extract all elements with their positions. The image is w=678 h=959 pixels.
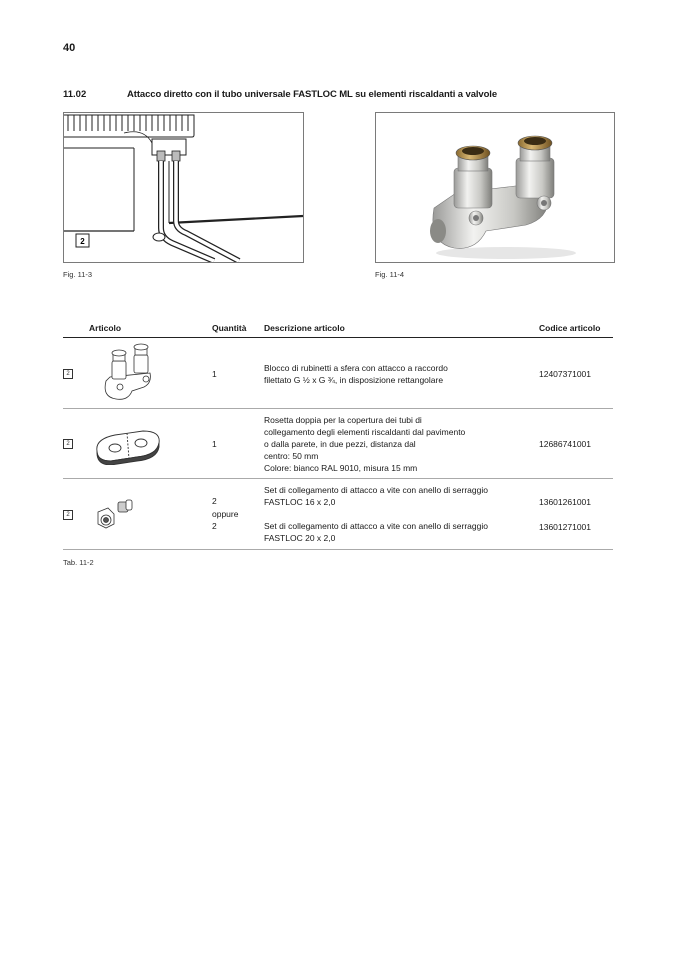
figure-caption-11-3: Fig. 11-3 [63,270,93,279]
row-quantity-or: oppure [212,509,239,519]
page-number: 40 [63,42,76,54]
row-description-option-1: Set di collegamento di attacco a vite con anello di serraggio FASTLOC 16 x 2,0 [264,485,488,507]
compression-fitting-icon [92,494,136,532]
table-caption: Tab. 11-2 [63,558,94,567]
ball-valve-block-icon [98,343,158,403]
row-mark: 2 [63,510,73,520]
row-code-option-1: 13601261001 [539,497,592,507]
row-code-option-2: 13601271001 [539,522,592,532]
row-description: Rosetta doppia per la copertura dei tubi di collegamento degli elementi riscaldanti dal pavimento o dalla parete, in due pezzi, distanza dal centro: 50 mm Colore: bianco RAL 9010, misura 15 mm [264,415,466,473]
section-number: 11.02 [63,89,87,100]
row-quantity-option-1: 2 [212,496,217,506]
figure-caption-11-4: Fig. 11-4 [375,270,405,279]
radiator-connection-drawing [64,113,303,262]
valve-block-photo [376,113,614,262]
row-divider [63,478,613,479]
row-mark: 2 [63,439,73,449]
row-code: 12407371001 [539,369,592,379]
row-divider [63,408,613,409]
figure-callout: 2 [80,237,85,246]
figure-valve-photo [375,112,615,263]
header-code: Codice articolo [539,323,601,333]
row-divider [63,549,613,550]
header-quantity: Quantità [212,323,247,333]
header-description: Descrizione articolo [264,323,345,333]
row-code: 12686741001 [539,439,592,449]
row-quantity-option-2: 2 [212,521,217,531]
row-description: Blocco di rubinetti a sfera con attacco a raccordo filettato G ½ x G ¾, in disposizione rettangolare [264,363,448,385]
row-quantity: 1 [212,369,217,379]
header-article: Articolo [89,323,122,333]
section-title: Attacco diretto con il tubo universale FASTLOC ML su elementi riscaldanti a valvole [127,89,498,100]
header-divider [63,337,613,338]
figure-radiator-drawing [63,112,304,263]
row-description-option-2: Set di collegamento di attacco a vite con anello di serraggio FASTLOC 20 x 2,0 [264,521,488,543]
double-rosette-icon [93,423,163,465]
row-mark: 2 [63,369,73,379]
row-quantity: 1 [212,439,217,449]
